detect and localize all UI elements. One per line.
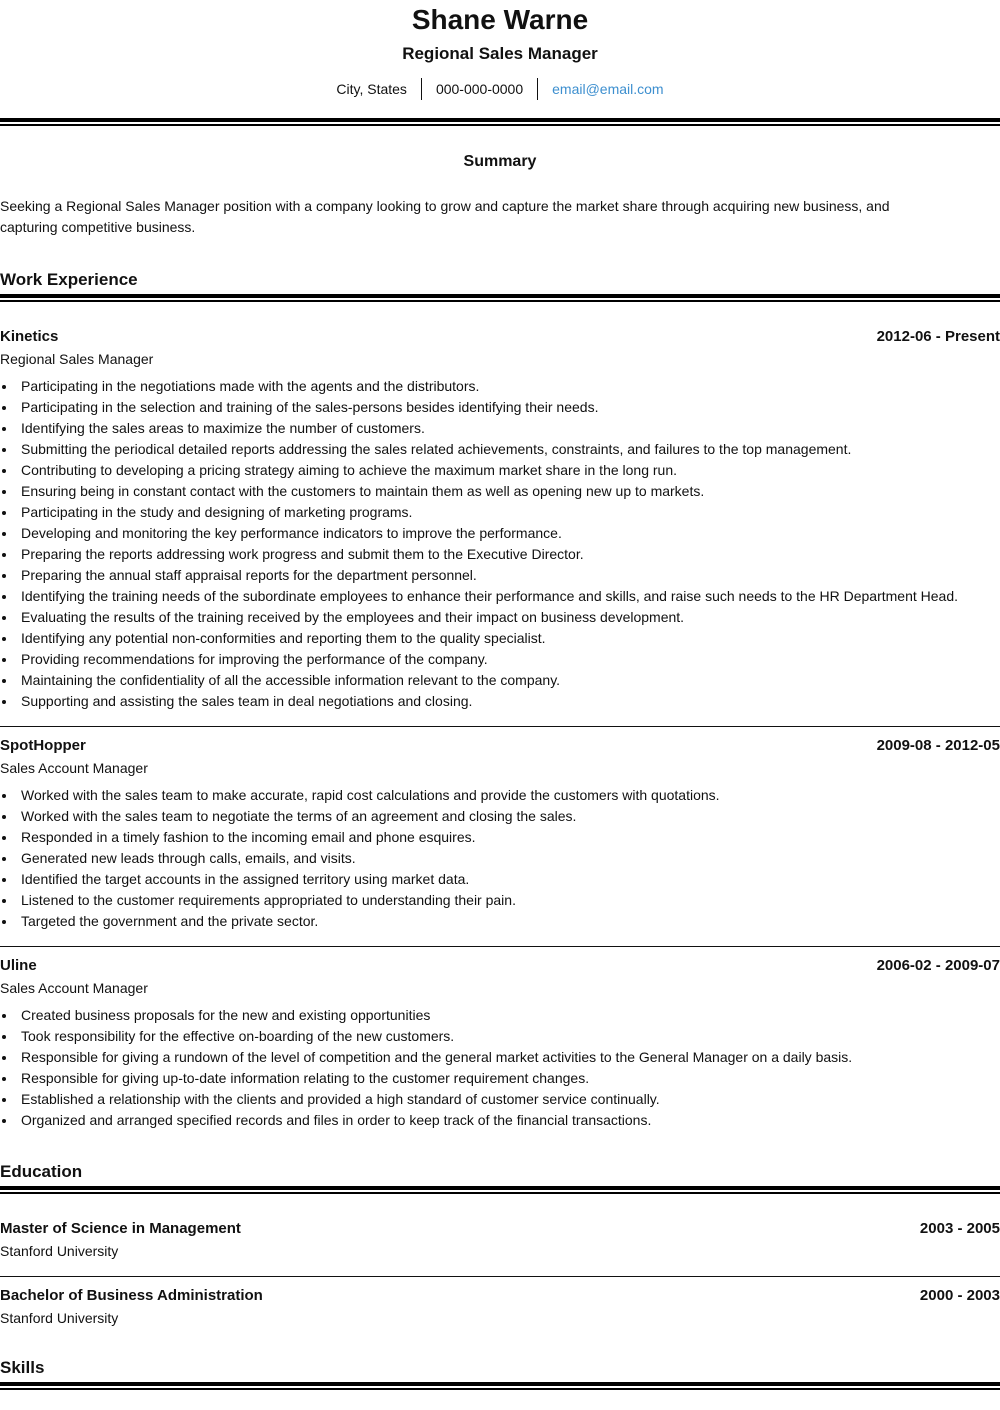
entry-divider [0,1276,1000,1277]
school-name: Stanford University [0,1243,119,1259]
list-item: Generated new leads through calls, emails, and visits. [0,848,1000,869]
resume-header [0,0,1000,100]
list-item: Preparing the annual staff appraisal reports for the department personnel. [0,565,1000,586]
job-position: Sales Account Manager [0,980,148,996]
header-divider [0,118,1000,125]
education-dates: 2003 - 2005 [919,1220,1000,1237]
skills-section [0,1357,1000,1389]
list-item: Evaluating the results of the training received by the employees and their impact on business development. [0,607,1000,628]
job-entry [0,956,1000,1131]
company-name: SpotHopper [0,737,86,754]
list-item: Responsible for giving up-to-date information relating to the customer requirement changes. [0,1068,1000,1089]
job-dates: 2012-06 - Present [876,328,1000,345]
list-item: Identifying any potential non-conformities and reporting them to the quality specialist. [0,628,1000,649]
skills-heading: Skills [0,1358,45,1377]
entry-divider [0,946,1000,947]
list-item: Worked with the sales team to make accurate, rapid cost calculations and provide the customers with quotations. [0,785,1000,806]
degree-name: Bachelor of Business Administration [0,1287,263,1304]
list-item: Providing recommendations for improving the performance of the company. [0,649,1000,670]
job-bullets [0,376,1000,712]
school-name: Stanford University [0,1310,119,1326]
entry-divider [0,726,1000,727]
list-item: Identifying the training needs of the subordinate employees to enhance their performance and skills, and raise such needs to the HR Department Head. [0,586,1000,607]
list-item: Preparing the reports addressing work progress and submit them to the Executive Director. [0,544,1000,565]
list-item: Submitting the periodical detailed reports addressing the sales related achievements, constraints, and failures to the top management. [0,439,1000,460]
list-item: Developing and monitoring the key performance indicators to improve the performance. [0,523,1000,544]
list-item: Ensuring being in constant contact with the customers to maintain them as well as opening new up to markets. [0,481,1000,502]
candidate-name: Shane Warne [411,4,589,35]
section-divider [0,1382,1000,1389]
location: City, States [336,81,407,97]
job-position: Regional Sales Manager [0,351,154,367]
education-section [0,1161,1000,1327]
work-experience-section [0,269,1000,1131]
job-entry [0,736,1000,932]
contact-bar [0,78,1000,100]
section-divider [0,1186,1000,1193]
education-dates: 2000 - 2003 [919,1287,1000,1304]
list-item: Targeted the government and the private sector. [0,911,1000,932]
list-item: Took responsibility for the effective on-boarding of the new customers. [0,1026,1000,1047]
candidate-title: Regional Sales Manager [402,44,598,63]
summary-heading: Summary [463,153,537,170]
list-item: Participating in the negotiations made with the agents and the distributors. [0,376,1000,397]
education-heading: Education [0,1162,83,1181]
education-entry [0,1219,1000,1260]
work-experience-heading: Work Experience [0,270,138,289]
job-bullets [0,785,1000,932]
section-divider [0,294,1000,301]
list-item: Participating in the study and designing of marketing programs. [0,502,1000,523]
job-dates: 2009-08 - 2012-05 [876,737,1000,754]
company-name: Kinetics [0,328,59,345]
list-item: Worked with the sales team to negotiate the terms of an agreement and closing the sales. [0,806,1000,827]
degree-name: Master of Science in Management [0,1220,241,1237]
job-position: Sales Account Manager [0,760,148,776]
job-bullets [0,1005,1000,1131]
email-link[interactable]: email@email.com [552,81,664,97]
job-entry [0,327,1000,712]
list-item: Created business proposals for the new and existing opportunities [0,1005,1000,1026]
list-item: Listened to the customer requirements appropriated to understanding their pain. [0,890,1000,911]
list-item: Responded in a timely fashion to the incoming email and phone esquires. [0,827,1000,848]
list-item: Organized and arranged specified records and files in order to keep track of the financial transactions. [0,1110,1000,1131]
list-item: Identifying the sales areas to maximize the number of customers. [0,418,1000,439]
list-item: Participating in the selection and training of the sales-persons besides identifying their needs. [0,397,1000,418]
list-item: Identified the target accounts in the assigned territory using market data. [0,869,1000,890]
list-item: Responsible for giving a rundown of the level of competition and the general market activities to the General Manager on a daily basis. [0,1047,1000,1068]
company-name: Uline [0,957,37,974]
education-entry [0,1286,1000,1327]
job-dates: 2006-02 - 2009-07 [876,957,1000,974]
list-item: Supporting and assisting the sales team in deal negotiations and closing. [0,691,1000,712]
list-item: Maintaining the confidentiality of all the accessible information relevant to the company. [0,670,1000,691]
phone: 000-000-0000 [435,81,524,97]
summary-text: Seeking a Regional Sales Manager position with a company looking to grow and capture the market share through acquiring new business, and capturing competitive business. [0,198,890,235]
list-item: Contributing to developing a pricing strategy aiming to achieve the maximum market share in the long run. [0,460,1000,481]
list-item: Established a relationship with the clients and provided a high standard of customer service continually. [0,1089,1000,1110]
